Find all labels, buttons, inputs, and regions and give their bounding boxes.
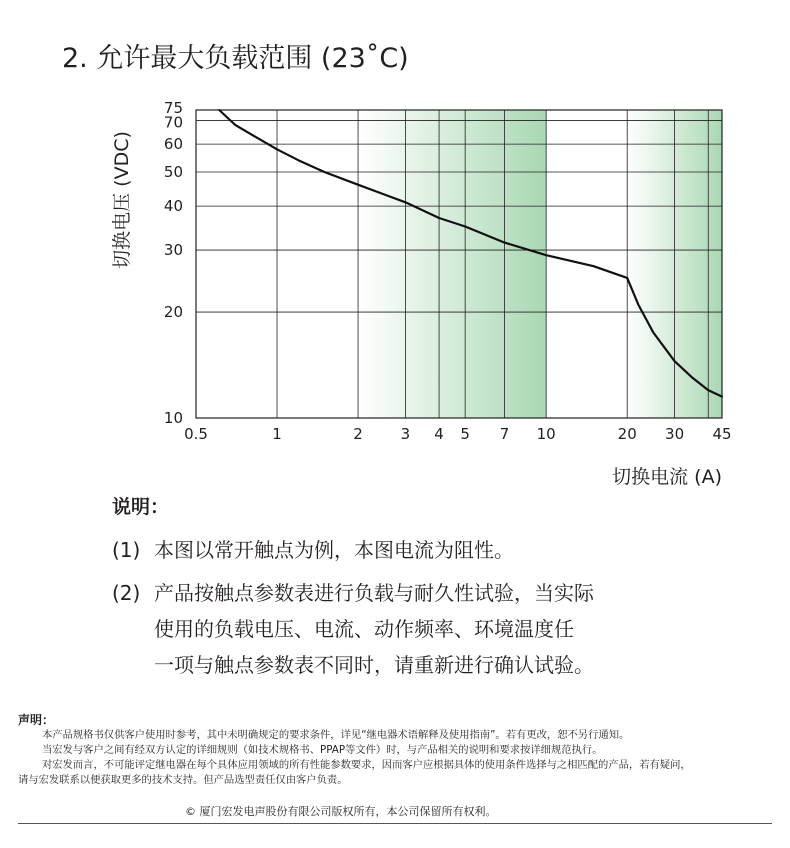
x-tick-label: 2 (353, 425, 363, 443)
shaded-bands (358, 110, 722, 418)
declaration-line: 当宏发与客户之间有经双方认定的详细规则（如技术规格书、PPAP等文件）时，与产品相关的说明和要求按详细规范执行。 (42, 744, 603, 756)
y-tick-label: 10 (163, 409, 183, 427)
declaration-heading: 声明： (18, 713, 55, 727)
x-tick-labels (184, 425, 731, 443)
x-tick-label: 5 (460, 425, 470, 443)
x-tick-label: 45 (712, 425, 732, 443)
shaded-band (358, 110, 546, 418)
x-tick-label: 3 (400, 425, 411, 443)
note-item-1 (112, 532, 514, 568)
declaration-line: 对宏发而言，不可能评定继电器在每个具体应用领域的所有性能参数要求，因而客户应根据具体的使用条件选择与之相匹配的产品，若有疑问， (42, 759, 691, 771)
y-tick-label: 60 (163, 135, 183, 154)
declaration-line: 本产品规格书仅供客户使用时参考，其中未明确规定的要求条件，详见“继电器术语解释及使用指南”。若有更改，恕不另行通知。 (42, 729, 630, 741)
x-tick-label: 10 (536, 425, 556, 443)
note-number: (1) (112, 538, 141, 562)
x-tick-label: 20 (617, 425, 637, 443)
x-tick-label: 30 (665, 425, 685, 443)
section-title: 2. 允许最大负载范围 (23˚C) (62, 43, 409, 74)
note-item-2 (112, 575, 594, 677)
x-axis-label: 切换电流 (A) (612, 466, 722, 488)
x-tick-label: 4 (434, 425, 444, 443)
note-text: 本图以常开触点为例，本图电流为阻性。 (154, 538, 514, 562)
x-tick-label: 1 (272, 425, 282, 443)
note-number: (2) (112, 581, 141, 605)
note-text-line: 使用的负载电压、电流、动作频率、环境温度任 (154, 617, 574, 641)
note-text-line: 产品按触点参数表进行负载与耐久性试验，当实际 (154, 581, 594, 605)
copyright-text: © 厦门宏发电声股份有限公司版权所有，本公司保留所有权利。 (185, 805, 497, 818)
note-text-line: 一项与触点参数表不同时，请重新进行确认试验。 (154, 653, 594, 677)
y-tick-label: 20 (163, 303, 183, 322)
y-tick-label: 75 (163, 99, 183, 117)
declaration-line: 请与宏发联系以便获取更多的技术支持。但产品选型责任仅由客户负责。 (18, 774, 348, 786)
x-tick-label: 7 (499, 425, 510, 443)
y-tick-label: 70 (163, 113, 183, 132)
x-tick-label: 0.5 (184, 425, 208, 443)
y-tick-label: 30 (163, 241, 183, 260)
notes-heading: 说明： (112, 496, 170, 518)
footer-divider (18, 823, 772, 824)
y-tick-label: 50 (163, 162, 183, 181)
y-axis-label: 切换电压 (VDC) (111, 131, 133, 269)
y-tick-labels (164, 99, 183, 427)
y-tick-label: 40 (163, 197, 183, 216)
